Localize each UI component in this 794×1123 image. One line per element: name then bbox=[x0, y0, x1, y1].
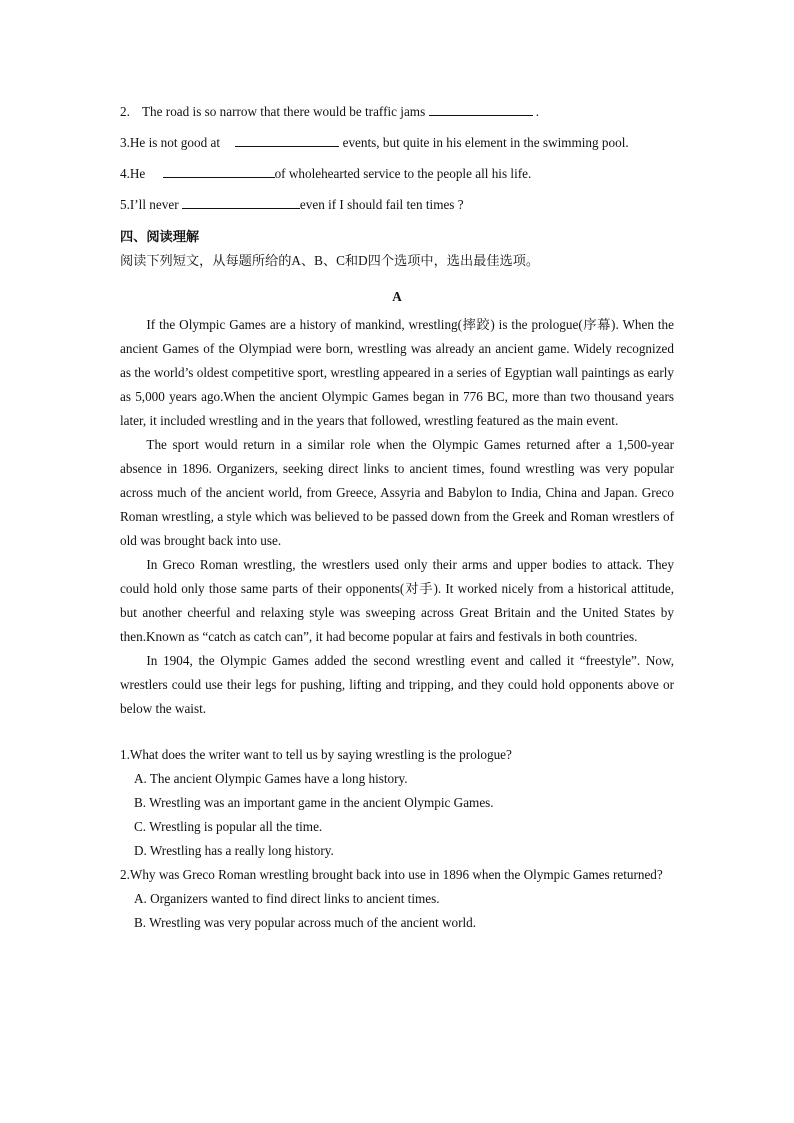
passage-paragraph: In 1904, the Olympic Games added the second wrestling event and called it “freestyle”. Now, wrestlers could use their legs for pushing, lifting and tripping, and they could hold opponents above or below the waist. bbox=[120, 653, 674, 716]
answer-blank bbox=[182, 196, 300, 209]
answer-blank bbox=[235, 134, 339, 147]
page-content bbox=[120, 103, 674, 935]
question-stem: 1.What does the writer want to tell us by saying wrestling is the prologue? bbox=[120, 747, 512, 762]
item-text-after: even if I should fail ten times ? bbox=[299, 197, 464, 212]
item-text-after: events, but quite in his element in the swimming pool. bbox=[339, 135, 629, 150]
answer-blank bbox=[429, 103, 533, 116]
fill-blank-section bbox=[120, 103, 674, 213]
item-number: 3. bbox=[120, 135, 130, 150]
spacer bbox=[120, 721, 674, 743]
section-heading: 四、阅读理解 bbox=[120, 229, 200, 244]
passage-paragraph: In Greco Roman wrestling, the wrestlers used only their arms and upper bodies to attack. They could hold only those same parts of their opponents(对手). It worked nicely from a historical attitude, but another cheerful and relaxing style was sweeping across Great Britain and the United States by then.Known as “catch as catch can”, it had become popular at fairs and festivals in both countries. bbox=[120, 557, 674, 644]
option-b: B. Wrestling was an important game in the ancient Olympic Games. bbox=[134, 795, 494, 810]
question-stem: 2.Why was Greco Roman wrestling brought back into use in 1896 when the Olympic Games returned? bbox=[120, 867, 663, 882]
item-text-before: He is not good at bbox=[129, 135, 224, 150]
item-text-before: I’ll never bbox=[129, 197, 182, 212]
fill-blank-3 bbox=[120, 134, 674, 151]
option-d: D. Wrestling has a really long history. bbox=[134, 843, 334, 858]
item-number: 2. bbox=[120, 104, 130, 119]
option-a: A. The ancient Olympic Games have a long history. bbox=[134, 771, 408, 786]
item-text-before: He bbox=[129, 166, 149, 181]
option-c: C. Wrestling is popular all the time. bbox=[134, 819, 323, 834]
item-number: 4. bbox=[120, 166, 130, 181]
fill-blank-5 bbox=[120, 196, 674, 213]
item-text-before: The road is so narrow that there would be traffic jams bbox=[142, 104, 429, 119]
question-2 bbox=[120, 863, 674, 935]
item-text-after: . bbox=[532, 104, 540, 119]
option-b: B. Wrestling was very popular across much of the ancient world. bbox=[134, 915, 477, 930]
fill-blank-4 bbox=[120, 165, 674, 182]
passage-title: A bbox=[392, 289, 402, 304]
passage-paragraph: If the Olympic Games are a history of mankind, wrestling(摔跤) is the prologue(序幕). When the ancient Games of the Olympiad were born, wrestling was already an ancient game. Widely recognized as the world’s oldest competitive sport, wrestling appeared in a series of Egyptian wall paintings as early as 5,000 years ago.When the ancient Olympic Games began in 776 BC, more than two thousand years later, it included wrestling and in the years that followed, wrestling featured as the main event. bbox=[120, 317, 674, 428]
question-1 bbox=[120, 743, 674, 863]
option-a: A. Organizers wanted to find direct links to ancient times. bbox=[134, 891, 440, 906]
passage-paragraph: The sport would return in a similar role when the Olympic Games returned after a 1,500-year absence in 1896. Organizers, seeking direct links to ancient times, found wrestling was very popular across much of the ancient world, from Greece, Assyria and Babylon to India, China and Japan. Greco Roman wrestling, a style which was believed to be passed down from the Greek and Roman wrestlers of old was brought back into use. bbox=[120, 437, 674, 548]
section-instruction: 阅读下列短文，从每题所给的A、B、C和D四个选项中，选出最佳选项。 bbox=[120, 253, 540, 268]
fill-blank-2 bbox=[120, 103, 674, 120]
item-number: 5. bbox=[120, 197, 130, 212]
item-text-after: of wholehearted service to the people all his life. bbox=[274, 166, 532, 181]
answer-blank bbox=[163, 165, 275, 178]
